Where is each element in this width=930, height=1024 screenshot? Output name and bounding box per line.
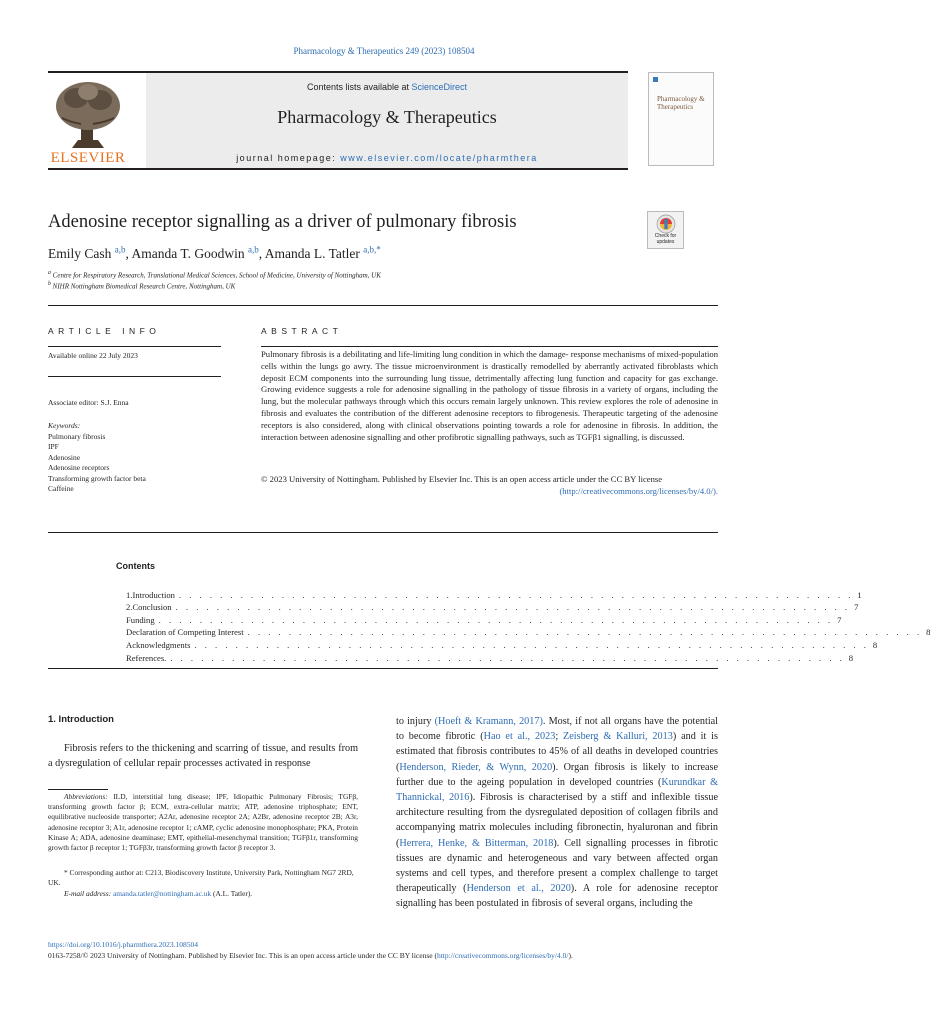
email-link[interactable]: amanda.tatler@nottingham.ac.uk [113, 889, 212, 898]
author-list [48, 244, 381, 262]
toc-page: 1 [857, 589, 862, 600]
crossmark-icon [656, 214, 676, 234]
contents-heading: Contents [116, 561, 155, 571]
masthead-bottom-rule [48, 168, 628, 170]
author-separator: , [258, 245, 265, 261]
toc-number: 1. [126, 589, 133, 600]
keyword-item: Caffeine [48, 484, 74, 494]
divider [48, 532, 718, 533]
citation-link[interactable]: Hao et al., 2023 [483, 731, 556, 743]
toc-entry-conclusion[interactable] [126, 600, 859, 613]
email-label: E-mail address: [64, 889, 113, 898]
author-name: Amanda L. Tatler [264, 245, 360, 261]
doi-link[interactable]: https://doi.org/10.1016/j.pharmthera.2023.108504 [48, 940, 199, 949]
divider [261, 346, 718, 347]
toc-label: Declaration of Competing Interest [126, 627, 244, 638]
author-1[interactable] [48, 246, 132, 261]
toc-leader: . . . . . . . . . . . . . . . . . . . . . . . . . . . . . . . . . . . . . . . . . . . . . . . . . . . . . . . . . . . . . . . . . . [178, 589, 854, 600]
keyword-item: Pulmonary fibrosis [48, 432, 106, 441]
author-name: Emily Cash [48, 245, 112, 261]
email-footnote [48, 889, 358, 899]
citation-link[interactable]: Henderson, Rieder, & Wynn, 2020 [399, 761, 553, 773]
journal-homepage [146, 153, 628, 163]
abbreviations-footnote [48, 792, 358, 853]
doi-line [48, 940, 198, 949]
corresponding-author-footnote: * Corresponding author at: C213, Biodiscovery Institute, University Park, Nottingham NG7 2RD, UK. [48, 868, 354, 888]
keyword-item: IPF [48, 442, 59, 452]
intro-text-segment: ). Fibrosis is characterised by a stiff and inflexible tissue architecture resulting from the dysregulated deposition of collagen fibrils and accompanying matrix molecules including fibronectin, hyaluronan and fibrin ( [396, 792, 719, 849]
contents-availability [146, 82, 628, 92]
affiliation-text: Centre for Respiratory Research, Translational Medical Sciences, School of Medicine, University of Nottingham, UK [52, 271, 381, 280]
intro-text-segment: ) and it is estimated that fibrosis contributes to 45% of all deaths in developed countries ( [396, 731, 718, 773]
abbreviations-text: ILD, interstitial lung disease; IPF, Idiopathic Pulmonary Fibrosis; TGFβ, transforming growth factor β; ECM, extra-cellular matrix; ATP, adenosine triphosphate; ENT, equilibrative nucleoside transporter; A2Ar, adenosine receptor 2A; A2Br, adenosine receptor 2B; A3r, adenosine receptor 3; A1r, adenosine receptor 1; cAMP, cyclic adenosine monophosphate; PKA, Protein Kinase A; ADA, adenosine deaminase; EMT, epithelial-mesenchymal transition; TGFβ1r, transforming growth factor β receptor 1; TGFβ3r, transforming growth factor β receptor 3. [48, 792, 358, 853]
article-info-heading: ARTICLE INFO [48, 326, 161, 336]
intro-text-segment: to injury [396, 716, 435, 727]
cc-license-link[interactable]: (http://creativecommons.org/licenses/by/4.0/). [559, 486, 718, 496]
article-title: Adenosine receptor signalling as a driver of pulmonary fibrosis [48, 212, 517, 232]
affiliation-b [48, 281, 235, 290]
toc-entry-competing-interest[interactable] [126, 625, 930, 638]
journal-cover-thumbnail[interactable] [648, 72, 714, 166]
affiliation-a [48, 270, 381, 279]
toc-leader: . . . . . . . . . . . . . . . . . . . . . . . . . . . . . . . . . . . . . . . . . . . . . . . . . . . . . . . . . . . . . . . . . . [194, 639, 869, 650]
keywords-heading: Keywords: [48, 421, 81, 430]
toc-page: 8 [926, 627, 930, 638]
toc-number: 2. [126, 602, 133, 613]
toc-page: 7 [854, 602, 859, 613]
issn-line [48, 951, 573, 960]
cover-mark-icon [653, 77, 658, 82]
table-of-contents [126, 587, 930, 663]
homepage-prefix: journal homepage: [236, 153, 341, 163]
toc-label: Funding [126, 614, 155, 625]
author-separator: , [125, 245, 132, 261]
intro-text-segment: ; [555, 731, 564, 743]
associate-editor: Associate editor: S.J. Enna [48, 398, 129, 407]
intro-text-segment: ). A role for adenosine receptor signalling has been postulated in fibrosis of several organs, including the [396, 883, 718, 910]
author-affiliation-marker[interactable]: a,b [248, 244, 259, 254]
toc-entry-introduction[interactable] [126, 587, 862, 600]
license-link-container [261, 486, 718, 496]
citation-link[interactable]: (Hoeft & Kramann, 2017) [434, 716, 543, 727]
toc-leader: . . . . . . . . . . . . . . . . . . . . . . . . . . . . . . . . . . . . . . . . . . . . . . . . . . . . . . . . . . . . . . . . . . [158, 614, 834, 625]
email-suffix: (A.L. Tatler). [211, 889, 253, 898]
abstract-heading: ABSTRACT [261, 326, 343, 336]
divider [48, 668, 718, 669]
toc-label: Conclusion [132, 602, 172, 613]
crossmark-label: Check for updates [654, 233, 677, 245]
toc-entry-acknowledgments[interactable] [126, 637, 878, 650]
intro-text-segment: . Most, if not all organs have the potential to become fibrotic ( [396, 716, 718, 743]
check-for-updates-button[interactable] [647, 211, 684, 249]
toc-label: Acknowledgments [126, 639, 191, 650]
author-name: Amanda T. Goodwin [131, 245, 245, 261]
journal-name: Pharmacology & Therapeutics [277, 107, 497, 127]
citation-link[interactable]: Kurundkar & Thannickal, 2016 [396, 776, 718, 804]
abbreviations-label: Abbreviations: [64, 792, 108, 801]
author-2[interactable] [132, 246, 265, 261]
toc-page: 7 [837, 614, 842, 625]
journal-reference-link[interactable]: Pharmacology & Therapeutics 249 (2023) 108504 [293, 46, 475, 56]
abstract-copyright: © 2023 University of Nottingham. Published by Elsevier Inc. This is an open access article under the CC BY license [261, 474, 663, 484]
keyword-item: Adenosine receptors [48, 463, 110, 473]
keyword-item: Transforming growth factor beta [48, 473, 146, 483]
author-affiliation-marker[interactable]: a,b [114, 244, 126, 254]
citation-link[interactable]: Herrera, Henke, & Bitterman, 2018 [399, 837, 554, 849]
elsevier-wordmark: ELSEVIER [50, 150, 126, 166]
intro-paragraph-left: Fibrosis refers to the thickening and scarring of tissue, and results from a dysregulation of cellular repair processes activated in response [48, 743, 358, 769]
sciencedirect-link[interactable]: ScienceDirect [411, 82, 468, 92]
author-affiliation-marker[interactable]: a,b,* [363, 244, 381, 254]
keyword-item: Adenosine [48, 452, 81, 462]
intro-text-segment: ). Cell signalling processes in fibrotic tissues are dynamic and heterogeneous and vary between affected organ systems and cell types, and therefore present a complex challenge to target therapeutically ( [396, 837, 718, 895]
affiliation-text: NIHR Nottingham Biomedical Research Centre, Nottingham, UK [52, 282, 236, 291]
affiliation-key: b [48, 281, 51, 287]
homepage-link[interactable]: www.elsevier.com/locate/pharmthera [340, 153, 538, 163]
divider [48, 305, 718, 306]
toc-leader: . . . . . . . . . . . . . . . . . . . . . . . . . . . . . . . . . . . . . . . . . . . . . . . . . . . . . . . . . . . . . . . . . . [175, 602, 851, 613]
toc-label: Introduction [132, 589, 175, 600]
intro-text-segment: ). Organ fibrosis is likely to increase further due to the ageing population in developed countries ( [396, 761, 718, 788]
issn-text: 0163-7258/© 2023 University of Nottingham. Published by Elsevier Inc. This is an open access article under the CC BY license ( [48, 951, 437, 960]
toc-entry-references[interactable] [126, 650, 854, 663]
footer-license-link[interactable]: http://creativecommons.org/licenses/by/4.0/ [436, 951, 569, 960]
affiliation-key: a [48, 270, 51, 276]
toc-page: 8 [848, 652, 854, 663]
divider [48, 346, 221, 347]
section-heading-introduction: 1. Introduction [48, 714, 114, 725]
footnote-rule [48, 789, 108, 790]
divider [48, 376, 221, 377]
abstract-text: Pulmonary fibrosis is a debilitating and life-limiting lung condition in which the damage- response mechanisms of mixed-population cells within the lungs go awry. The tissue microenvironment is drastically remodelled by aberrantly activated fibroblasts which deposit ECM components into the surrounding lung tissue, detrimentally affecting lung function and capacity for gas exchange. Growing evidence suggests a role for adenosine signalling in the pathology of tissue fibrosis in a variety of organs, including the lung, but the molecular pathways through which this occurs remain largely unknown. This review explores the role of adenosine in fibrosis and evaluates the contribution of the different adenosine receptors to fibrogenesis. Therapeutic targeting of the adenosine receptors is also considered, along with clinical observations pointing towards a role for adenosine in fibrosis. In addition, the interaction between adenosine signalling and other profibrotic signalling pathways, such as TGFβ1 signalling, is discussed. [261, 349, 718, 442]
citation-link[interactable]: Henderson et al., 2020 [466, 883, 571, 895]
keyword-list [48, 432, 146, 494]
toc-leader: . . . . . . . . . . . . . . . . . . . . . . . . . . . . . . . . . . . . . . . . . . . . . . . . . . . . . . . . . . . . . . . . . . [247, 627, 923, 638]
toc-leader: . . . . . . . . . . . . . . . . . . . . . . . . . . . . . . . . . . . . . . . . . . . . . . . . . . . . . . . . . . . . . . . . . . [170, 652, 845, 663]
issn-suffix: ). [568, 951, 573, 960]
toc-entry-funding[interactable] [126, 612, 842, 625]
available-online-date: Available online 22 July 2023 [48, 351, 138, 360]
cover-title: Pharmacology & Therapeutics [657, 95, 705, 111]
intro-paragraph-right [396, 714, 718, 912]
author-3[interactable] [265, 246, 381, 261]
toc-page: 8 [872, 639, 878, 650]
citation-link[interactable]: Zeisberg & Kalluri, 2013 [563, 731, 673, 743]
contents-prefix: Contents lists available at [306, 82, 412, 92]
toc-label: References. [126, 652, 167, 663]
